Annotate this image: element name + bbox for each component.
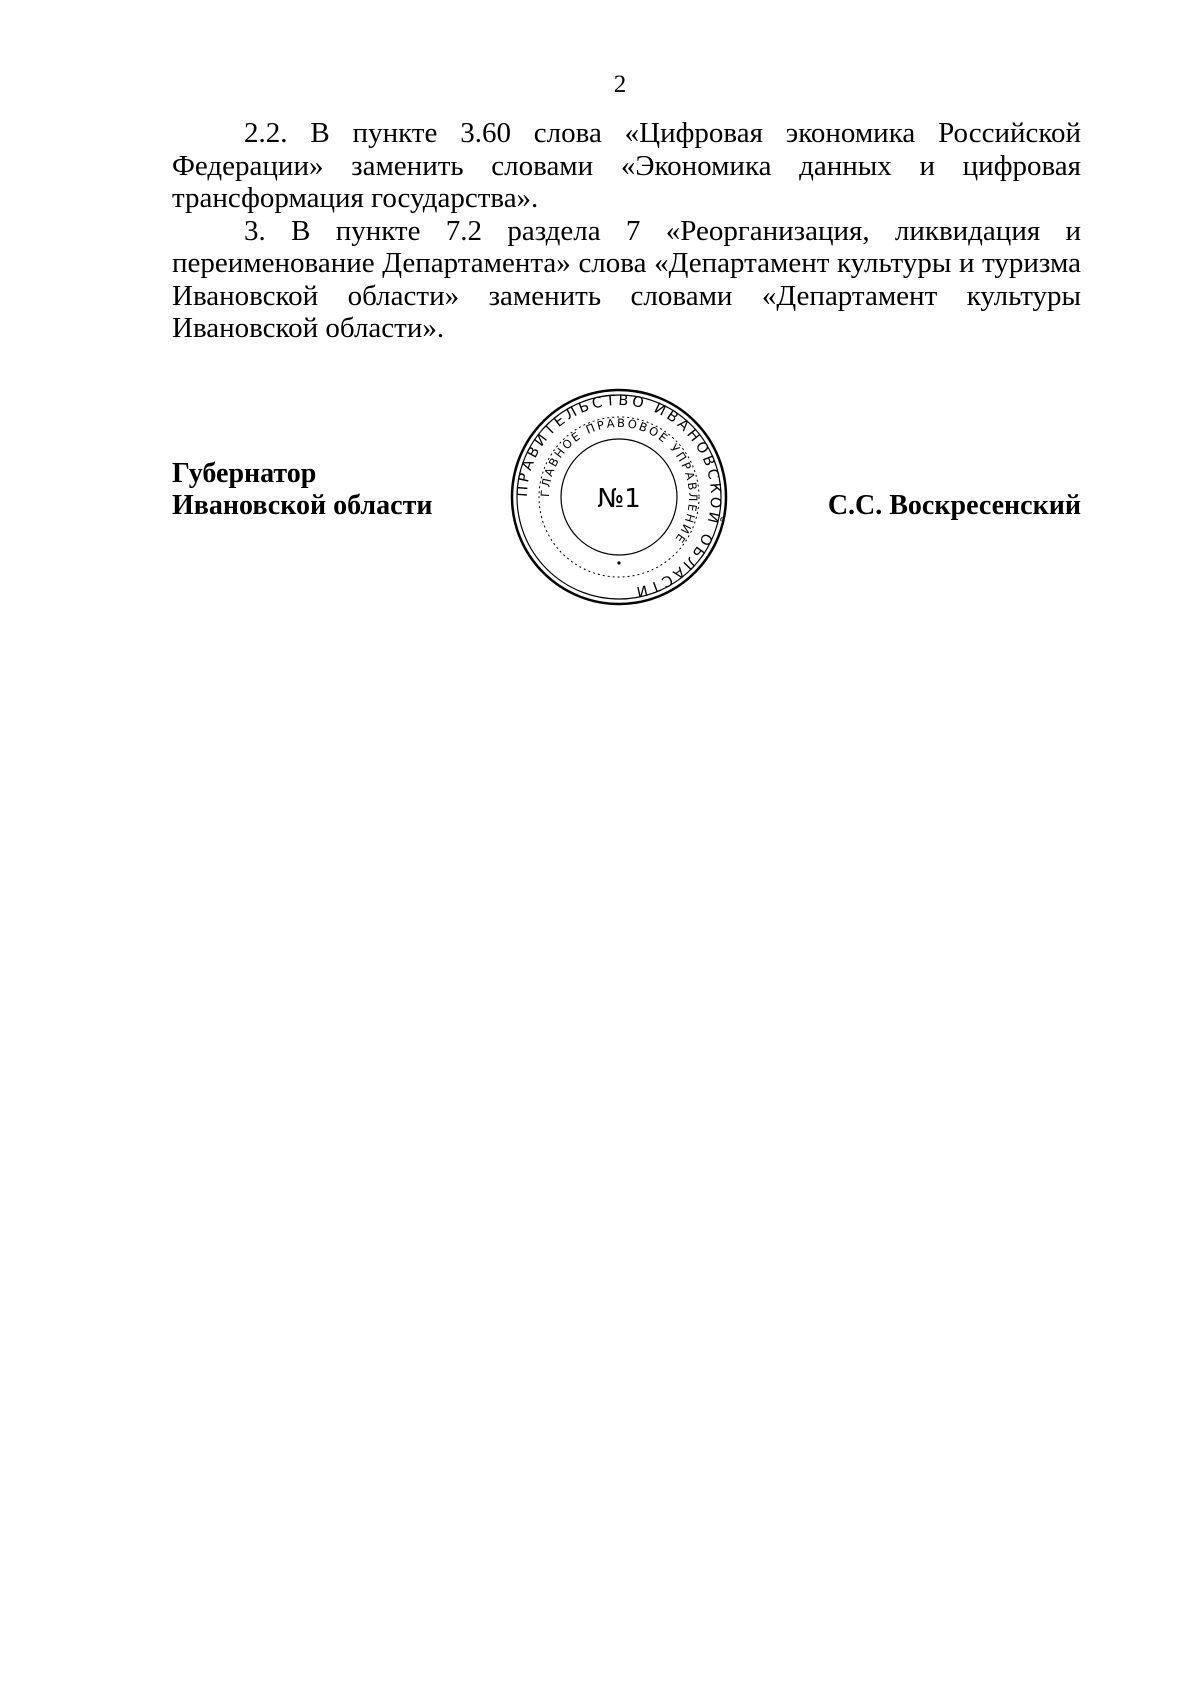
paragraph-3: 3. В пункте 7.2 раздела 7 «Реорганизация, ликвидация и переименование Департамента» слова «Департамент культуры и туризма Ивановской области» заменить словами «Департамент культуры Ивановской области».: [172, 214, 1081, 344]
official-seal: [508, 387, 730, 607]
page-number: 2: [613, 71, 627, 98]
seal-dot: [617, 561, 620, 564]
seal-number: №1: [597, 484, 641, 514]
signatory-title-line1: Губернатор: [172, 458, 317, 489]
signatory-title-line2: Ивановской области: [172, 490, 433, 521]
document-body: [172, 117, 1081, 345]
paragraph-2-2: 2.2. В пункте 3.60 слова «Цифровая экономика Российской Федерации» заменить словами «Экономика данных и цифровая трансформация государства».: [172, 117, 1081, 214]
seal-inner-text: ГЛАВНОЕ ПРАВОВОЕ УПРАВЛЕНИЕ: [537, 415, 701, 548]
signatory-title: [172, 458, 432, 522]
seal-outer-text: ПРАВИТЕЛЬСТВО ИВАНОВСКОЙ ОБЛАСТИ: [514, 392, 724, 600]
signatory-name: С.С. Воскресенский: [827, 490, 1081, 521]
